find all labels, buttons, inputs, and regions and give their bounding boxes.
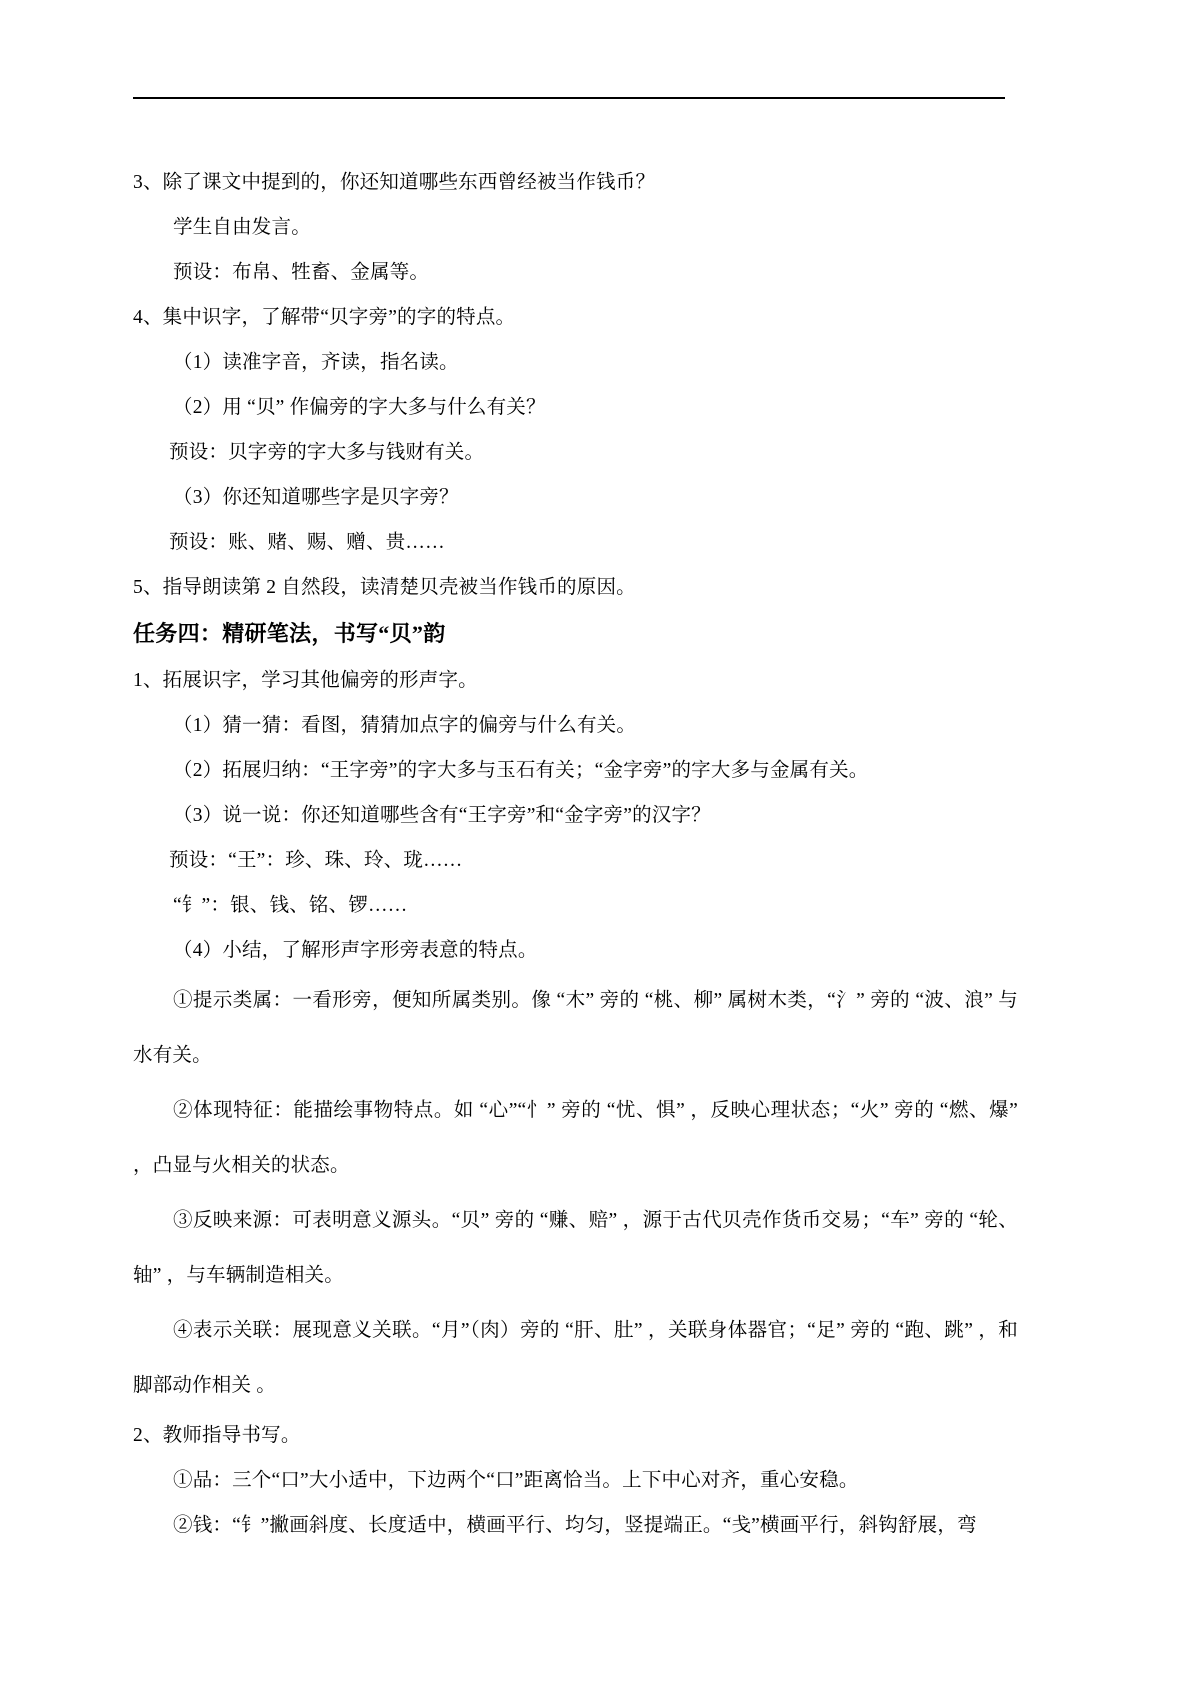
task4-item-1: 1、拓展识字，学习其他偏旁的形声字。 bbox=[133, 670, 478, 691]
list-item-5: 5、指导朗读第 2 自然段，读清楚贝壳被当作钱币的原因。 bbox=[133, 577, 636, 598]
writing-guide-qian: ②钱：“钅”撇画斜度、长度适中，横画平行、均匀，竖提端正。“戋”横画平行，斜钩舒展，弯 bbox=[173, 1515, 977, 1536]
header-divider-rule bbox=[133, 97, 1005, 99]
page-content bbox=[133, 160, 1018, 1548]
feature-paragraph-trait: ②体现特征：能描绘事物特点。如 “心”“忄” 旁的 “忧、惧” ，反映心理状态；“火” 旁的 “燃、爆” ，凸显与火相关的状态。 bbox=[133, 1100, 1018, 1176]
sub-item-4-3: （3）你还知道哪些字是贝字旁？ bbox=[173, 487, 459, 508]
task4-sub-1-1: （1）猜一猜：看图，猜猜加点字的偏旁与什么有关。 bbox=[173, 715, 637, 736]
writing-guide-pin: ①品：三个“口”大小适中，下边两个“口”距离恰当。上下中心对齐，重心安稳。 bbox=[173, 1470, 859, 1491]
task4-sub-1-4: （4）小结，了解形声字形旁表意的特点。 bbox=[173, 940, 538, 961]
feature-paragraph-association: ④表示关联：展现意义关联。“月”（肉）旁的 “肝、肚” ，关联身体器官；“足” 旁的 “跑、跳” ，和脚部动作相关 。 bbox=[133, 1320, 1018, 1396]
feature-paragraph-category: ①提示类属：一看形旁，便知所属类别。像 “木” 旁的 “桃、柳” 属树木类，“氵” 旁的 “波、浪” 与水有关。 bbox=[133, 990, 1018, 1066]
list-item-preset-materials: 预设：布帛、牲畜、金属等。 bbox=[173, 262, 430, 283]
sub-item-4-1: （1）读准字音，齐读，指名读。 bbox=[173, 352, 459, 373]
task4-sub-1-3: （3）说一说：你还知道哪些含有“王字旁”和“金字旁”的汉字？ bbox=[173, 805, 711, 826]
feature-paragraph-origin: ③反映来源：可表明意义源头。“贝” 旁的 “赚、赔” ，源于古代贝壳作货币交易；“车” 旁的 “轮、轴” ，与车辆制造相关。 bbox=[133, 1210, 1018, 1286]
list-item-4: 4、集中识字，了解带“贝字旁”的字的特点。 bbox=[133, 307, 516, 328]
task4-sub-1-2: （2）拓展归纳：“王字旁”的字大多与玉石有关；“金字旁”的字大多与金属有关。 bbox=[173, 760, 869, 781]
list-item-student-free-speech: 学生自由发言。 bbox=[173, 217, 311, 238]
task4-item-2: 2、教师指导书写。 bbox=[133, 1425, 301, 1446]
sub-item-4-2: （2）用 “贝” 作偏旁的字大多与什么有关？ bbox=[173, 397, 546, 418]
preset-bei-characters: 预设：账、赌、赐、赠、贵…… bbox=[169, 532, 445, 553]
preset-wang-characters: 预设：“王”：珍、珠、玲、珑…… bbox=[169, 850, 463, 871]
preset-jin-characters: “钅”：银、钱、铭、锣…… bbox=[173, 895, 408, 916]
preset-bei-radical: 预设：贝字旁的字大多与钱财有关。 bbox=[169, 442, 485, 463]
list-item-3: 3、除了课文中提到的，你还知道哪些东西曾经被当作钱币？ bbox=[133, 172, 656, 193]
section-heading-task-four: 任务四：精研笔法，书写“贝”韵 bbox=[133, 621, 446, 646]
